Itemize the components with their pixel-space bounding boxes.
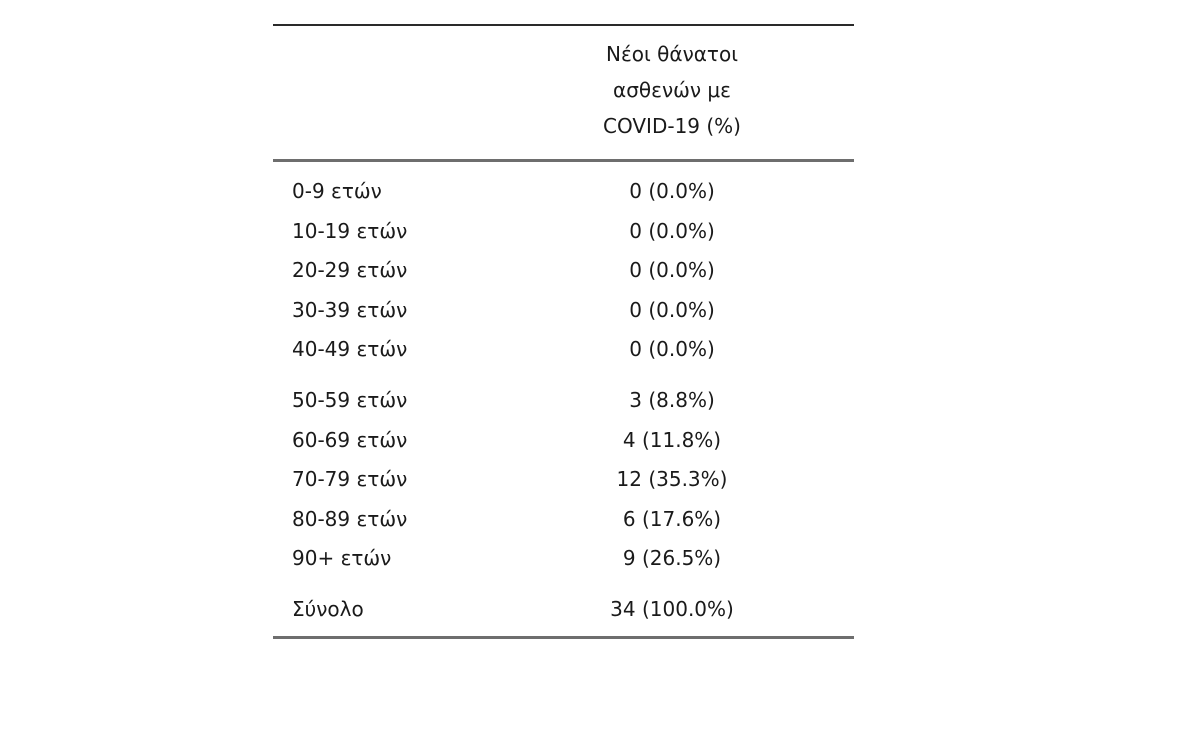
deaths-value: 0 (0.0%) [629, 298, 715, 322]
table-row [273, 502, 854, 536]
age-group-label: 30-39 ετών [292, 298, 408, 322]
table-row [273, 541, 854, 575]
total-label: Σύνολο [292, 597, 364, 621]
age-group-label: 20-29 ετών [292, 258, 408, 282]
deaths-value: 12 (35.3%) [616, 467, 728, 491]
age-group-label: 10-19 ετών [292, 219, 408, 243]
column-header-line-3: COVID-19 (%) [603, 114, 741, 138]
deaths-value: 0 (0.0%) [629, 337, 715, 361]
table-row [273, 174, 854, 208]
table-row [273, 462, 854, 496]
deaths-value: 0 (0.0%) [629, 179, 715, 203]
deaths-value: 6 (17.6%) [622, 507, 722, 531]
table-row [273, 332, 854, 366]
deaths-value: 9 (26.5%) [622, 546, 722, 570]
age-group-label: 70-79 ετών [292, 467, 408, 491]
table-bottom-rule [273, 636, 854, 639]
deaths-value: 0 (0.0%) [629, 219, 715, 243]
age-group-label: 80-89 ετών [292, 507, 408, 531]
total-value: 34 (100.0%) [610, 597, 734, 621]
column-header-line-2: ασθενών με [613, 78, 731, 102]
table-row [273, 253, 854, 287]
table-body [273, 162, 854, 636]
table-header [273, 26, 854, 159]
deaths-value: 3 (8.8%) [629, 388, 715, 412]
age-group-label: 60-69 ετών [292, 428, 408, 452]
deaths-value: 0 (0.0%) [629, 258, 715, 282]
age-group-label: 90+ ετών [292, 546, 392, 570]
column-header-line-1: Νέοι θάνατοι [606, 42, 738, 66]
age-group-label: 0-9 ετών [292, 179, 382, 203]
table-row [273, 423, 854, 457]
age-group-label: 50-59 ετών [292, 388, 408, 412]
age-group-label: 40-49 ετών [292, 337, 408, 361]
column-header-new-deaths [563, 36, 781, 144]
deaths-value: 4 (11.8%) [622, 428, 722, 452]
total-row [273, 592, 854, 626]
deaths-by-age-table [273, 24, 854, 639]
table-row [273, 214, 854, 248]
table-row [273, 383, 854, 417]
table-row [273, 293, 854, 327]
